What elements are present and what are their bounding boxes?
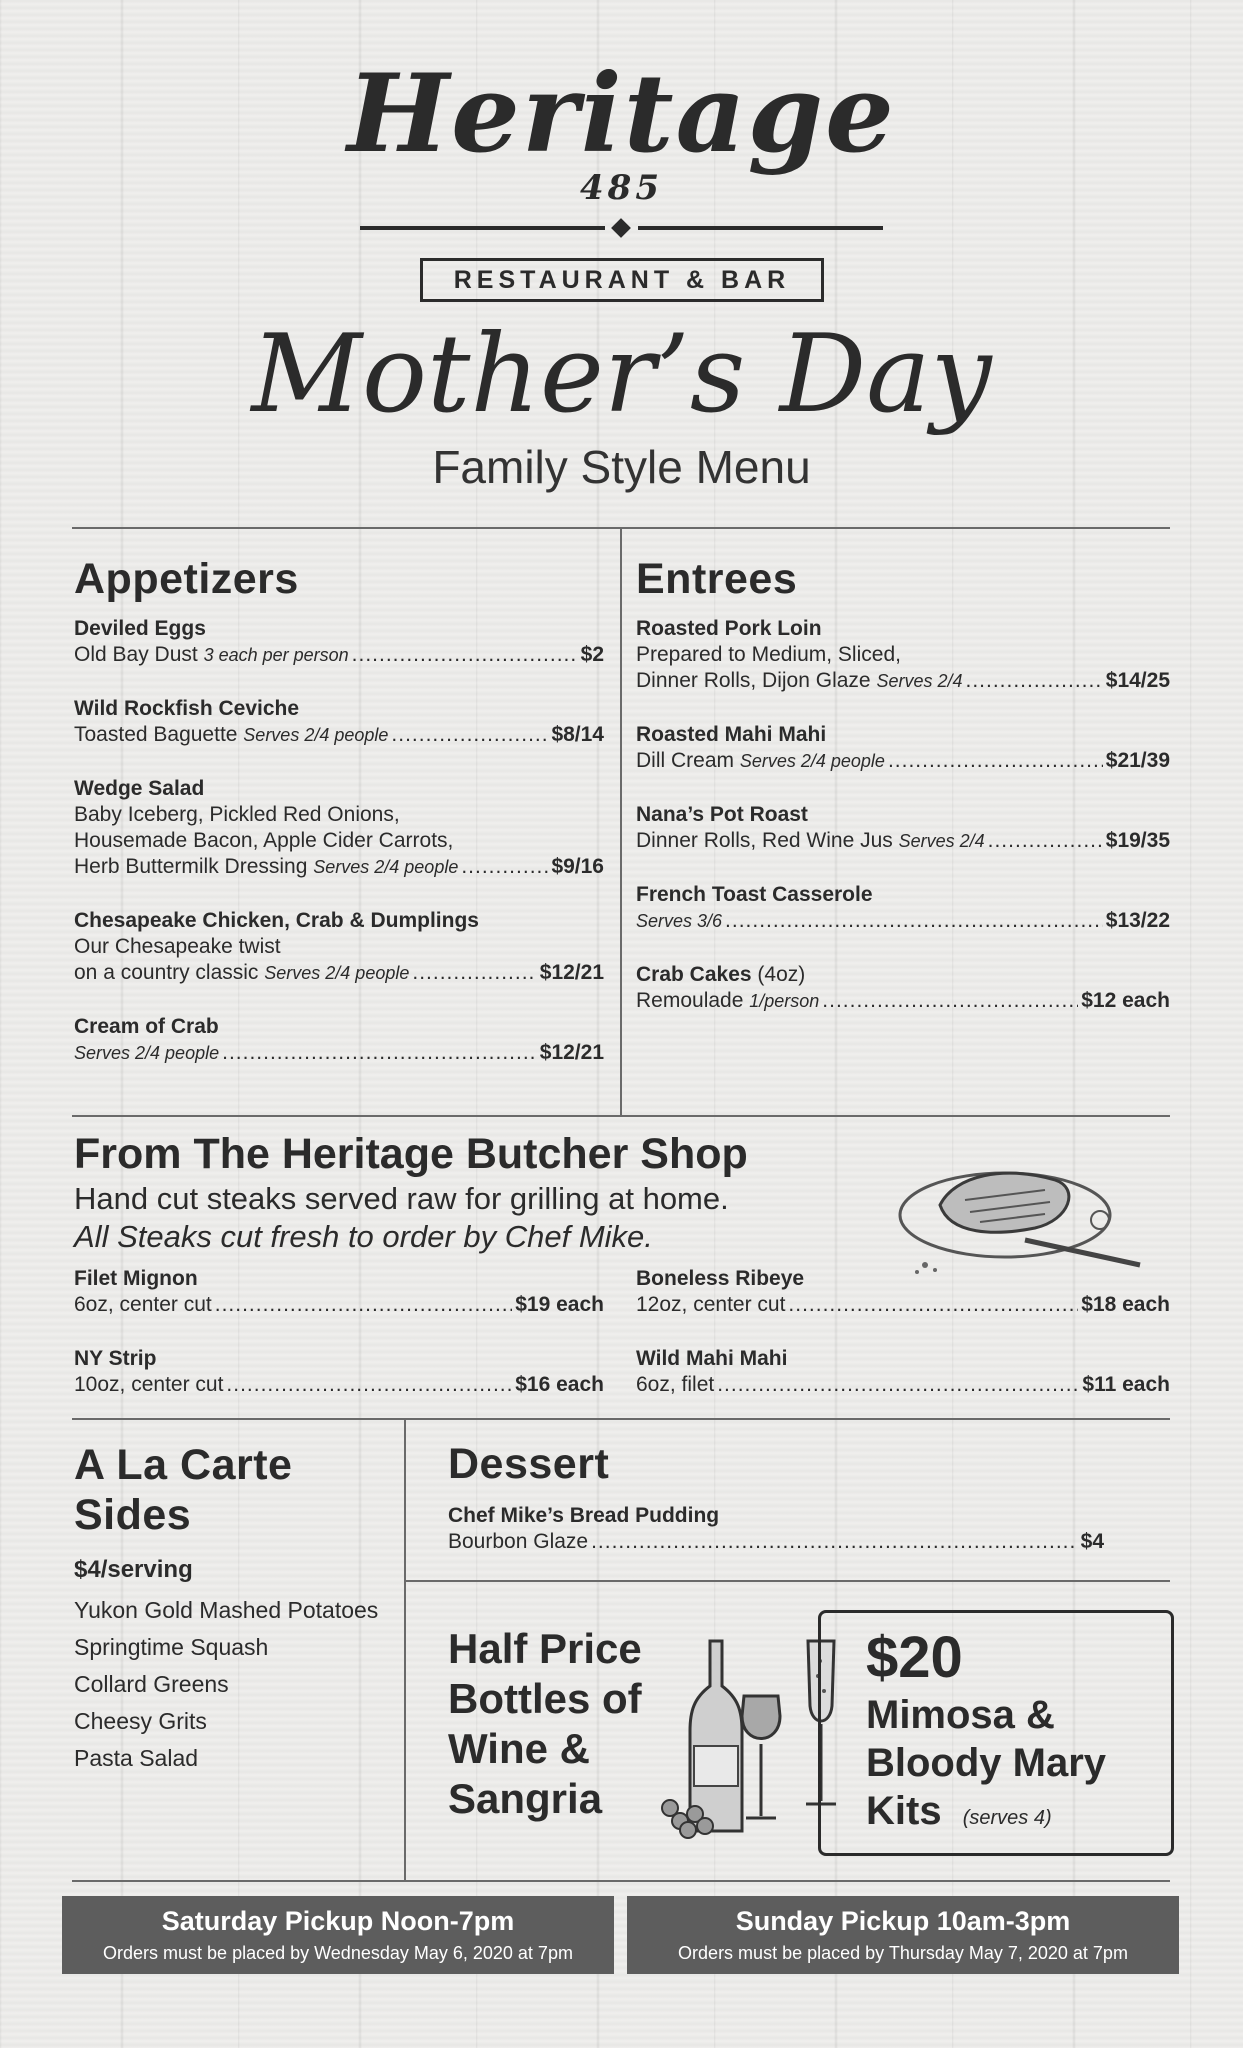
butcher-item <box>74 1346 604 1398</box>
appetizers-section <box>74 555 604 1094</box>
wine-promo-line: Sangria <box>448 1775 603 1822</box>
entree-item-name-row <box>636 616 1170 642</box>
entree-item-price-row <box>636 668 1170 694</box>
entree-item-price-row <box>636 988 1170 1014</box>
entree-item <box>636 616 1170 694</box>
leader-dots <box>226 1372 512 1398</box>
appetizer-item-price: $9/16 <box>551 855 604 878</box>
logo-title: Heritage <box>347 51 896 177</box>
appetizer-item-name: Wedge Salad <box>74 777 205 800</box>
dessert-section <box>448 1440 1104 1555</box>
leader-dots <box>222 1040 537 1066</box>
sides-heading-line1: A La Carte <box>74 1441 293 1489</box>
sides-section <box>74 1440 394 1777</box>
saturday-pickup-title: Saturday Pickup Noon-7pm <box>161 1906 515 1936</box>
mothers-day-title: Mother’s Day <box>251 312 992 437</box>
butcher-item-price: $11 each <box>1082 1373 1170 1396</box>
leader-dots <box>717 1372 1079 1398</box>
appetizer-item-desc: Toasted Baguette <box>74 723 244 746</box>
wine-promo-line: Bottles of <box>448 1675 642 1722</box>
entree-item-desc: Dinner Rolls, Red Wine Jus <box>636 829 899 852</box>
appetizer-item-name-row <box>74 616 604 642</box>
saturday-pickup-banner <box>62 1896 614 1974</box>
leader-dots <box>215 1292 513 1318</box>
appetizer-item-serving: Serves 2/4 people <box>74 1043 220 1063</box>
appetizer-item-name: Chesapeake Chicken, Crab & Dumplings <box>74 909 479 932</box>
divider-footer <box>72 1880 1170 1882</box>
appetizers-list <box>74 616 604 1066</box>
entree-item-name: Roasted Pork Loin <box>636 617 822 640</box>
divider-sides <box>72 1418 1170 1420</box>
butcher-item-desc: 10oz, center cut <box>74 1373 224 1396</box>
entree-item-desc-last <box>636 988 819 1014</box>
appetizer-item <box>74 908 604 986</box>
entree-item <box>636 882 1170 934</box>
logo-number: 485 <box>580 168 663 208</box>
entree-item <box>636 962 1170 1014</box>
butcher-item-name: Wild Mahi Mahi <box>636 1347 788 1370</box>
appetizer-item-name-row <box>74 776 604 802</box>
dessert-item-desc: Bourbon Glaze <box>448 1530 589 1553</box>
butcher-item-price-row <box>74 1372 604 1398</box>
leader-dots <box>461 854 548 880</box>
entree-item-name: French Toast Casserole <box>636 883 873 906</box>
kits-note: (serves 4) <box>962 1807 1052 1829</box>
appetizer-item-desc: Baby Iceberg, Pickled Red Onions, <box>74 803 400 826</box>
dessert-item-price: $4 <box>1080 1530 1104 1553</box>
butcher-item-price: $16 each <box>515 1373 604 1396</box>
side-item: Cheesy Grits <box>74 1708 207 1734</box>
appetizer-item-desc-last <box>74 722 388 748</box>
butcher-item-price-row <box>636 1292 1170 1318</box>
wine-promo-line: Wine & <box>448 1725 590 1772</box>
entree-item-price: $19/35 <box>1105 829 1170 852</box>
entrees-heading: Entrees <box>636 555 798 603</box>
dessert-item-name: Chef Mike’s Bread Pudding <box>448 1504 720 1527</box>
entree-item-name: Nana’s Pot Roast <box>636 803 808 826</box>
entree-item-price: $14/25 <box>1105 669 1170 692</box>
divider-vertical-top <box>620 527 622 1115</box>
appetizer-item-serving: Serves 2/4 people <box>243 725 389 745</box>
side-item: Yukon Gold Mashed Potatoes <box>74 1597 379 1623</box>
butcher-item-price: $19 each <box>515 1293 604 1316</box>
leader-dots <box>788 1292 1078 1318</box>
appetizer-item-name: Deviled Eggs <box>74 617 206 640</box>
entree-item-name-row <box>636 962 1170 988</box>
appetizer-item-name-row <box>74 696 604 722</box>
appetizer-item-name-row <box>74 908 604 934</box>
appetizer-item-price: $8/14 <box>551 723 604 746</box>
appetizer-item-serving: Serves 2/4 people <box>313 857 459 877</box>
appetizer-item-name: Wild Rockfish Ceviche <box>74 697 300 720</box>
appetizer-item-serving: 3 each per person <box>203 645 349 665</box>
kits-line2: Bloody Mary <box>866 1741 1107 1785</box>
sunday-pickup-title: Sunday Pickup 10am-3pm <box>735 1906 1071 1936</box>
butcher-item-desc: 6oz, filet <box>636 1373 715 1396</box>
entree-item-price: $13/22 <box>1105 909 1170 932</box>
butcher-item-name: Boneless Ribeye <box>636 1267 805 1290</box>
appetizer-item-desc: on a country classic <box>74 961 265 984</box>
appetizer-item-name: Cream of Crab <box>74 1015 219 1038</box>
entree-item-desc-last <box>636 748 885 774</box>
entree-item-name: Roasted Mahi Mahi <box>636 723 827 746</box>
appetizer-item-desc: Herb Buttermilk Dressing <box>74 855 314 878</box>
entree-item <box>636 722 1170 774</box>
entree-item-desc: Dinner Rolls, Dijon Glaze <box>636 669 877 692</box>
appetizer-item-price-row <box>74 1040 604 1066</box>
butcher-item <box>636 1346 1170 1398</box>
butcher-subtitle: Hand cut steaks served raw for grilling at home. <box>74 1181 729 1216</box>
butcher-item <box>74 1266 604 1318</box>
appetizer-item-desc-last <box>74 854 458 880</box>
butcher-item-price-row <box>74 1292 604 1318</box>
entree-item-desc: Prepared to Medium, Sliced, <box>636 643 901 666</box>
kits-line1: Mimosa & <box>866 1693 1055 1737</box>
wine-promo-line: Half Price <box>448 1625 642 1672</box>
leader-dots <box>725 908 1103 934</box>
entree-item-name-row <box>636 722 1170 748</box>
butcher-item-price-row <box>636 1372 1170 1398</box>
restaurant-bar-label: RESTAURANT & BAR <box>420 258 824 302</box>
sunday-pickup-note: Orders must be placed by Thursday May 7, 2020 at 7pm <box>678 1943 1128 1963</box>
menu-subtitle: Family Style Menu <box>432 441 811 493</box>
appetizer-item-name-row <box>74 1014 604 1040</box>
butcher-heading: From The Heritage Butcher Shop <box>74 1130 748 1178</box>
entree-item <box>636 802 1170 854</box>
entree-item-desc-last <box>636 908 722 934</box>
appetizer-item-price: $12/21 <box>539 961 604 984</box>
leader-dots <box>888 748 1103 774</box>
appetizers-heading: Appetizers <box>74 555 299 603</box>
appetizer-item-price: $2 <box>580 643 604 666</box>
entree-item-name-row <box>636 802 1170 828</box>
appetizer-item-price-row <box>74 642 604 668</box>
saturday-pickup-note: Orders must be placed by Wednesday May 6, 2020 at 7pm <box>103 1943 573 1963</box>
kits-line3-row <box>866 1787 1166 1842</box>
side-item: Springtime Squash <box>74 1634 269 1660</box>
appetizer-item <box>74 696 604 748</box>
leader-dots <box>988 828 1103 854</box>
butcher-item-desc: 6oz, center cut <box>74 1293 212 1316</box>
entree-item-serving: Serves 2/4 <box>876 671 963 691</box>
dessert-heading: Dessert <box>448 1440 610 1488</box>
appetizer-item-desc-last <box>74 642 349 668</box>
butcher-item <box>636 1266 1170 1318</box>
entree-item-serving: Serves 2/4 <box>898 831 985 851</box>
butcher-item-name: Filet Mignon <box>74 1267 198 1290</box>
logo-rule-left <box>360 226 605 230</box>
appetizer-item-price-row <box>74 960 604 986</box>
appetizer-item-desc: Our Chesapeake twist <box>74 935 281 958</box>
sides-list <box>74 1592 394 1777</box>
entree-item-serving: 1/person <box>749 991 820 1011</box>
leader-dots <box>391 722 548 748</box>
butcher-note: All Steaks cut fresh to order by Chef Mike. <box>74 1219 653 1254</box>
entree-item-price-row <box>636 828 1170 854</box>
entree-item-price-row <box>636 748 1170 774</box>
dessert-item <box>448 1503 1104 1555</box>
entree-item-serving: Serves 2/4 people <box>739 751 885 771</box>
divider-vertical-bottom <box>404 1418 406 1880</box>
entree-item-desc: Remoulade <box>636 989 750 1012</box>
appetizer-item <box>74 616 604 668</box>
entree-item-desc-last <box>636 828 985 854</box>
entree-item-price: $12 each <box>1081 989 1170 1012</box>
entree-item-name: Crab Cakes <box>636 963 752 986</box>
sunday-pickup-banner <box>627 1896 1179 1974</box>
leader-dots <box>965 668 1102 694</box>
sides-heading-line2: Sides <box>74 1491 192 1539</box>
entree-item-size: (4oz) <box>751 963 806 986</box>
sides-price: $4/serving <box>74 1556 193 1583</box>
entree-item-serving: Serves 3/6 <box>636 911 723 931</box>
appetizer-item-desc-last <box>74 1040 219 1066</box>
kits-promo <box>866 1624 1166 1842</box>
divider-dessert <box>404 1580 1170 1582</box>
kits-line3: Kits <box>866 1789 942 1833</box>
butcher-item-price: $18 each <box>1081 1293 1170 1316</box>
entree-item-desc-last <box>636 668 962 694</box>
leader-dots <box>412 960 536 986</box>
appetizer-item-price-row <box>74 722 604 748</box>
entree-item-price-row <box>636 908 1170 934</box>
appetizer-item-price: $12/21 <box>539 1041 604 1064</box>
appetizer-item-desc: Old Bay Dust <box>74 643 204 666</box>
steak-illustration <box>895 1140 1150 1280</box>
appetizer-item <box>74 776 604 880</box>
logo-rule-right <box>638 226 883 230</box>
appetizer-item-serving: Serves 2/4 people <box>264 963 410 983</box>
side-item: Collard Greens <box>74 1671 229 1697</box>
kits-price: $20 <box>866 1625 963 1690</box>
wine-bottle-illustration <box>650 1636 790 1846</box>
butcher-item-name: NY Strip <box>74 1347 157 1370</box>
appetizer-item-desc-last <box>74 960 409 986</box>
leader-dots <box>591 1529 1078 1555</box>
entree-item-name-row <box>636 882 1170 908</box>
appetizer-item-price-row <box>74 854 604 880</box>
leader-dots <box>352 642 578 668</box>
entrees-list <box>636 616 1170 1014</box>
leader-dots <box>822 988 1078 1014</box>
entrees-section <box>636 555 1170 1042</box>
side-item: Pasta Salad <box>74 1745 199 1771</box>
appetizer-item <box>74 1014 604 1066</box>
divider-butcher <box>72 1115 1170 1117</box>
butcher-item-desc: 12oz, center cut <box>636 1293 786 1316</box>
appetizer-item-desc: Housemade Bacon, Apple Cider Carrots, <box>74 829 454 852</box>
entree-item-desc: Dill Cream <box>636 749 740 772</box>
entree-item-price: $21/39 <box>1105 749 1170 772</box>
logo-diamond <box>611 218 631 238</box>
